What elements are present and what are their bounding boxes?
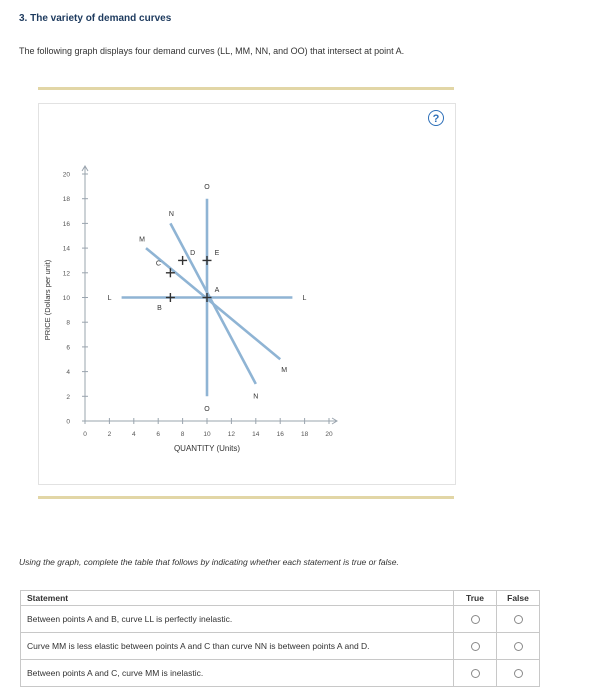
x-tick-label: 10 [203, 431, 211, 438]
x-tick-label: 12 [227, 431, 236, 438]
instruction-text: Using the graph, complete the table that follows by indicating whether each statement is true or false. [19, 557, 399, 567]
curve-end-label: N [253, 393, 259, 401]
true-cell [454, 606, 497, 633]
point-label: D [190, 249, 196, 257]
y-tick-label: 20 [62, 171, 70, 179]
table-row [21, 606, 540, 633]
point-b [157, 293, 175, 312]
y-tick-label: 16 [62, 220, 70, 228]
point-label: A [214, 287, 220, 294]
curve-end-label: O [204, 405, 210, 413]
statement-header: Statement [21, 591, 454, 606]
y-axis-label: PRICE (Dollars per unit) [43, 259, 52, 341]
false-radio[interactable] [514, 615, 523, 624]
x-tick-label: 20 [325, 431, 333, 438]
x-tick-label: 2 [107, 431, 112, 438]
true-cell [454, 660, 497, 687]
x-tick-label: 4 [131, 431, 136, 438]
curve-end-label: L [302, 295, 307, 302]
y-tick-label: 0 [66, 418, 70, 426]
table-header-row [21, 591, 540, 606]
y-tick-label: 4 [66, 369, 70, 377]
false-cell [497, 660, 540, 687]
statement-text: Between points A and C, curve MM is inelastic. [21, 660, 454, 687]
x-tick-label: 8 [180, 431, 185, 438]
table-row [21, 633, 540, 660]
table-row [21, 660, 540, 687]
y-tick-label: 6 [66, 344, 70, 352]
help-button[interactable]: ? [428, 110, 444, 126]
y-tick-label: 14 [62, 245, 70, 253]
curve-end-label: M [139, 236, 145, 244]
intro-text: The following graph displays four demand curves (LL, MM, NN, and OO) that intersect at point A. [19, 46, 405, 56]
y-tick-label: 12 [62, 270, 70, 278]
true-radio[interactable] [471, 642, 480, 651]
page-title: 3. The variety of demand curves [19, 13, 172, 24]
true-radio[interactable] [471, 669, 480, 678]
false-radio[interactable] [514, 669, 523, 678]
bottom-divider [38, 496, 454, 499]
x-tick-label: 18 [300, 431, 309, 438]
point-label: B [157, 305, 162, 312]
false-header: False [497, 591, 540, 606]
y-tick-label: 18 [62, 196, 70, 204]
statement-table [20, 590, 540, 687]
demand-curve-nn [170, 223, 255, 384]
curve-end-label: N [168, 210, 174, 218]
point-label: E [214, 249, 220, 257]
x-tick-label: 14 [252, 431, 260, 438]
statement-text: Between points A and B, curve LL is perfectly inelastic. [21, 606, 454, 633]
true-cell [454, 633, 497, 660]
point-label: C [155, 260, 161, 268]
x-tick-label: 0 [83, 431, 87, 438]
x-tick-label: 16 [276, 431, 284, 438]
x-tick-label: 6 [156, 431, 161, 438]
true-header: True [454, 591, 497, 606]
y-tick-label: 2 [66, 393, 70, 401]
true-radio[interactable] [471, 615, 480, 624]
statement-text: Curve MM is less elastic between points A and C than curve NN is between points A and D. [21, 633, 454, 660]
y-tick-label: 10 [62, 295, 70, 302]
y-tick-label: 8 [66, 319, 70, 327]
false-cell [497, 606, 540, 633]
curve-end-label: O [204, 184, 210, 192]
false-cell [497, 633, 540, 660]
point-e [203, 250, 220, 265]
curve-end-label: L [107, 295, 112, 302]
curve-end-label: M [281, 366, 288, 374]
x-axis-label: QUANTITY (Units) [173, 444, 241, 453]
false-radio[interactable] [514, 642, 523, 651]
